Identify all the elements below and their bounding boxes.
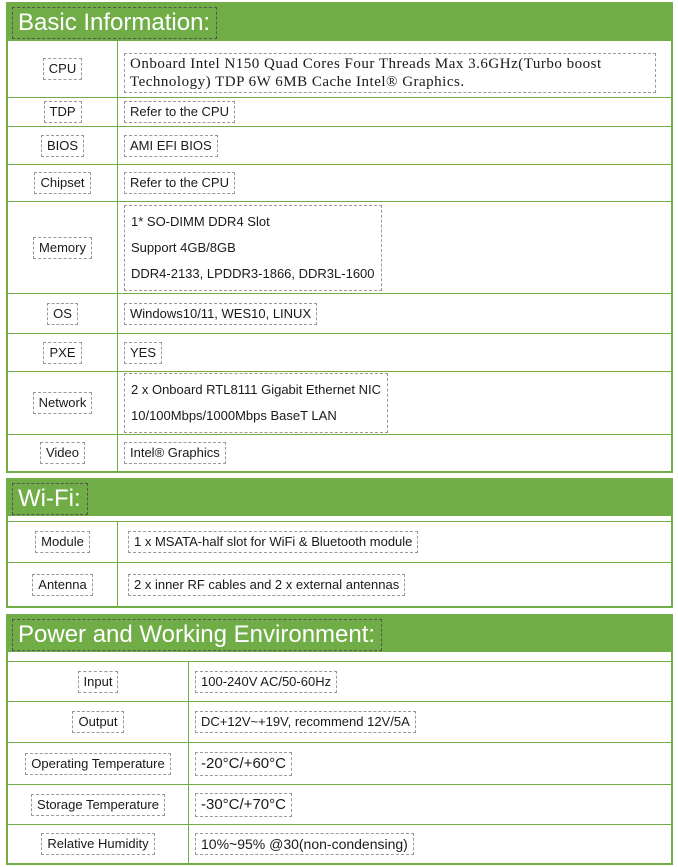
spec-row-module: [8, 521, 671, 562]
operating-temperature-label: Operating Temperature: [25, 753, 170, 775]
basic-information-section: [6, 2, 673, 473]
os-value: Windows10/11, WES10, LINUX: [124, 303, 317, 325]
spec-row-input: [8, 661, 671, 701]
spec-row-operating-temperature: [8, 742, 671, 784]
memory-line: Support 4GB/8GB: [131, 239, 236, 255]
spec-row-pxe: [8, 333, 671, 371]
spec-row-tdp: [8, 97, 671, 126]
bios-label: BIOS: [41, 135, 84, 157]
spec-row-output: [8, 701, 671, 742]
spec-row-memory: [8, 201, 671, 293]
storage-temperature-label: Storage Temperature: [31, 794, 165, 816]
operating-temperature-value: -20°C/+60°C: [195, 752, 292, 776]
cpu-value: Onboard Intel N150 Quad Cores Four Threads Max 3.6GHz(Turbo boost Technology) TDP 6W 6MB Cache Intel® Graphics.: [124, 53, 656, 93]
wifi-header: [8, 480, 671, 516]
bios-value: AMI EFI BIOS: [124, 135, 218, 157]
spec-row-relative-humidity: [8, 824, 671, 863]
video-value: Intel® Graphics: [124, 442, 226, 464]
relative-humidity-label: Relative Humidity: [41, 833, 154, 855]
spec-row-storage-temperature: [8, 784, 671, 824]
pxe-label: PXE: [43, 342, 81, 364]
spec-row-os: [8, 293, 671, 333]
chipset-label: Chipset: [34, 172, 90, 194]
spec-row-antenna: [8, 562, 671, 606]
network-value: [124, 373, 388, 433]
wifi-section: [6, 478, 673, 608]
antenna-value: 2 x inner RF cables and 2 x external antennas: [128, 574, 405, 596]
spec-row-bios: [8, 126, 671, 164]
wifi-title: Wi-Fi:: [12, 483, 88, 515]
basic-information-title: Basic Information:: [12, 7, 217, 39]
tdp-label: TDP: [44, 101, 82, 123]
power-title: Power and Working Environment:: [12, 619, 382, 651]
memory-line: 1* SO-DIMM DDR4 Slot: [131, 213, 270, 229]
os-label: OS: [47, 303, 78, 325]
network-label: Network: [33, 392, 93, 414]
memory-value: [124, 205, 382, 291]
network-line: 2 x Onboard RTL8111 Gigabit Ethernet NIC: [131, 382, 382, 397]
output-label: Output: [72, 711, 123, 733]
module-label: Module: [35, 531, 90, 553]
spec-row-cpu: [8, 40, 671, 97]
basic-information-header: [8, 4, 671, 40]
video-label: Video: [40, 442, 85, 464]
spec-row-chipset: [8, 164, 671, 201]
module-value: 1 x MSATA-half slot for WiFi & Bluetooth module: [128, 531, 418, 553]
spec-row-network: [8, 371, 671, 434]
pxe-value: YES: [124, 342, 162, 364]
output-value: DC+12V~+19V, recommend 12V/5A: [195, 711, 416, 733]
memory-label: Memory: [33, 237, 92, 259]
tdp-value: Refer to the CPU: [124, 101, 235, 123]
spec-row-video: [8, 434, 671, 471]
input-label: Input: [78, 671, 119, 693]
memory-line: DDR4-2133, LPDDR3-1866, DDR3L-1600: [131, 265, 375, 281]
cpu-label: CPU: [43, 58, 82, 80]
antenna-label: Antenna: [32, 574, 92, 596]
storage-temperature-value: -30°C/+70°C: [195, 793, 292, 817]
chipset-value: Refer to the CPU: [124, 172, 235, 194]
power-header: [8, 616, 671, 652]
power-section: [6, 614, 673, 865]
input-value: 100-240V AC/50-60Hz: [195, 671, 337, 693]
relative-humidity-value: 10%~95% @30(non-condensing): [195, 833, 414, 855]
network-line: 10/100Mbps/1000Mbps BaseT LAN: [131, 408, 337, 423]
